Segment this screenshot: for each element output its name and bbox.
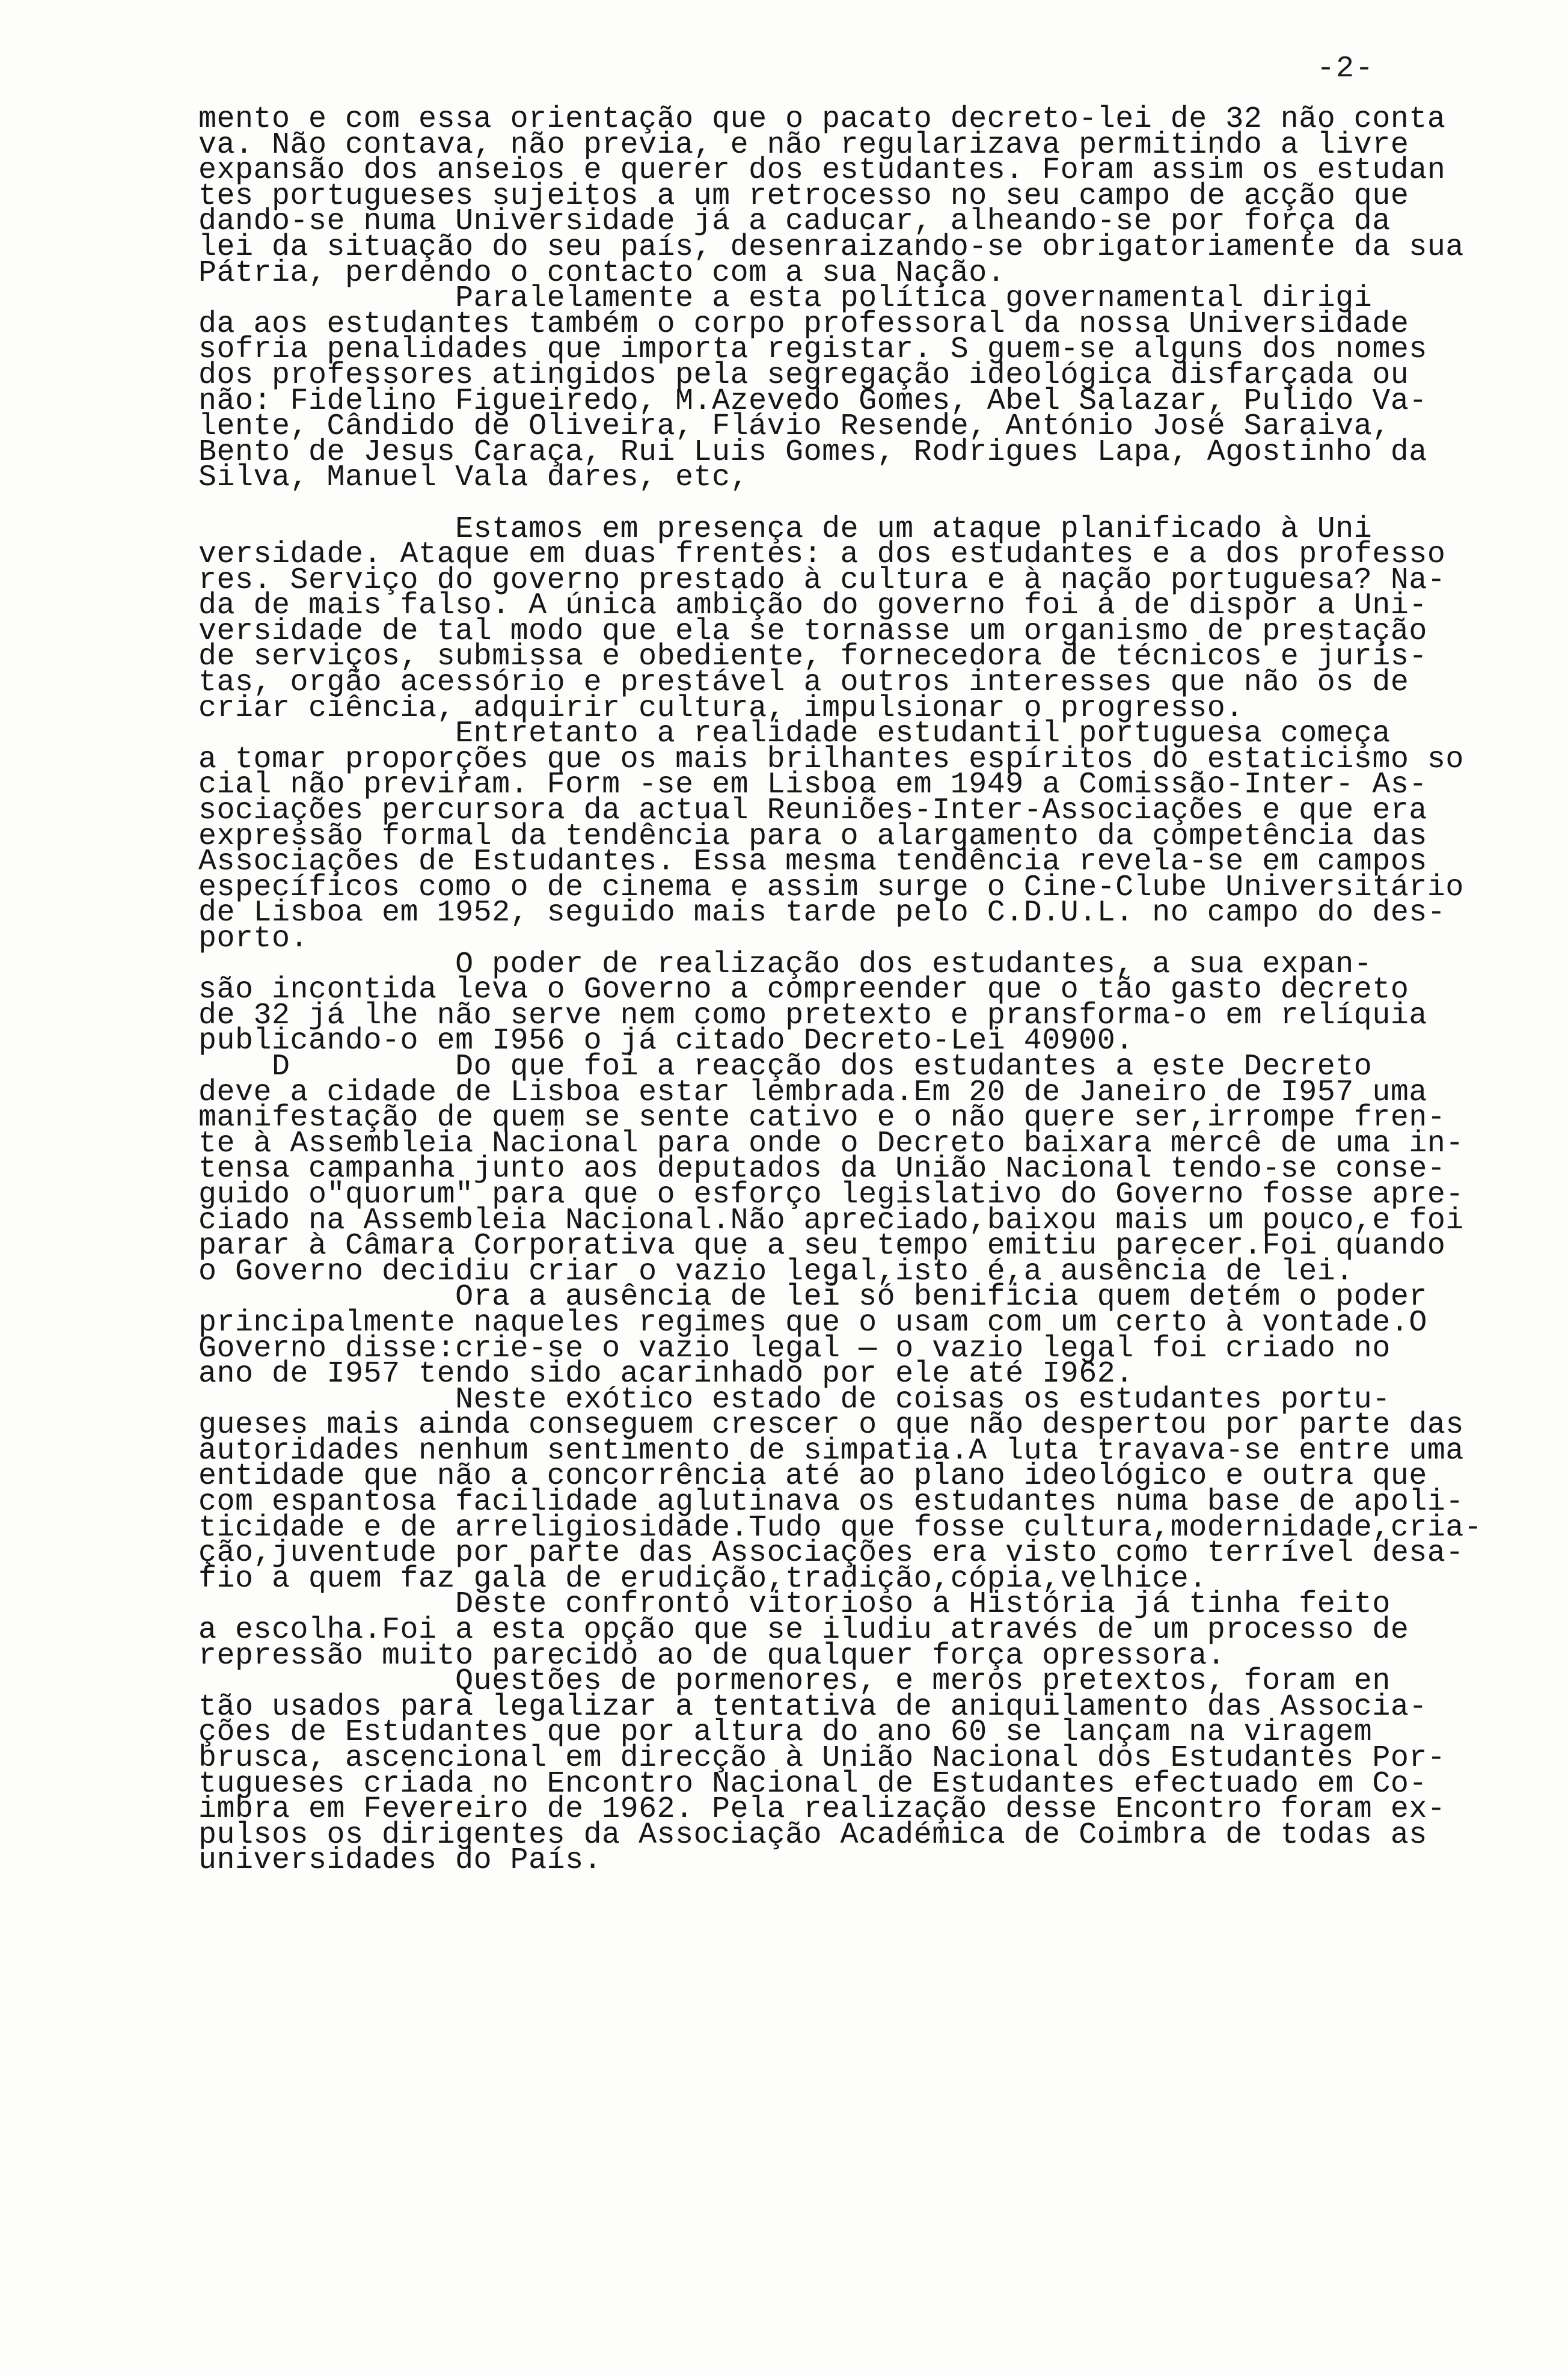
text-line: Ora a ausência de lei só benificia quem detém o poder (198, 1280, 1427, 1315)
text-line: O poder de realização dos estudantes, a sua expan- (198, 947, 1373, 982)
text-line: ticidade e de arreligiosidade.Tudo que fosse cultura,modernidade,cria- (198, 1510, 1483, 1545)
text-line: entidade que não a concorrência até ao plano ideológico e outra que (198, 1459, 1427, 1494)
text-line: va. Não contava, não previa, e não regularizava permitindo a livre (198, 127, 1409, 162)
text-line: lente, Cândido de Oliveira, Flávio Resende, António José Saraiva, (198, 409, 1391, 444)
text-line: te à Assembleia Nacional para onde o Decreto baixara mercê de uma in- (198, 1126, 1464, 1161)
text-line: expansão dos anseios e querer dos estudantes. Foram assim os estudan (198, 153, 1446, 188)
text-line: brusca, ascencional em direcção à União Nacional dos Estudantes Por- (198, 1741, 1446, 1775)
text-line: dos professores atingidos pela segregação ideológica disfarçada ou (198, 358, 1409, 393)
text-line: cial não previram. Form -se em Lisboa em 1949 a Comissão-Inter- As- (198, 768, 1427, 803)
text-line: sofria penalidades que importa registar. S guem-se alguns dos nomes (198, 332, 1427, 367)
text-line: não: Fidelino Figueiredo, M.Azevedo Gomes, Abel Salazar, Pulido Va- (198, 384, 1427, 418)
text-line: ano de I957 tendo sido acarinhado por ele até I962. (198, 1357, 1134, 1392)
text-line: repressão muito parecido ao de qualquer força opressora. (198, 1638, 1226, 1673)
text-line: deve a cidade de Lisboa estar lembrada.Em 20 de Janeiro de I957 uma (198, 1075, 1427, 1110)
text-line: Estamos em presença de um ataque planificado à Uni (198, 512, 1373, 547)
text-line: a tomar proporções que os mais brilhantes espíritos do estaticismo so (198, 742, 1464, 777)
text-line: manifestação de quem se sente cativo e o não quere ser,irrompe fren- (198, 1101, 1446, 1136)
text-line: específicos como o de cinema e assim surge o Cine-Clube Universitário (198, 870, 1464, 905)
text-line: dando-se numa Universidade já a caducar, alheando-se por força da (198, 204, 1391, 239)
text-line: o Governo decidiu criar o vazio legal,isto é,a ausência de lei. (198, 1254, 1354, 1289)
text-line: tugueses criada no Encontro Nacional de Estudantes efectuado em Co- (198, 1766, 1427, 1801)
text-line: Silva, Manuel Vala dares, etc, (198, 461, 749, 495)
text-line: ções de Estudantes que por altura do ano 60 se lançam na viragem (198, 1715, 1373, 1750)
text-line: lei da situação do seu país, desenraizando-se obrigatoriamente da sua (198, 230, 1464, 265)
text-line: D Do que foi a reacção dos estudantes a este Decreto (198, 1049, 1373, 1084)
page-number: -2- (1317, 52, 1375, 86)
text-line: de Lisboa em 1952, seguido mais tarde pelo C.D.U.L. no campo do des- (198, 896, 1446, 931)
text-line: Associações de Estudantes. Essa mesma tendência revela-se em campos (198, 845, 1427, 880)
text-line: tas, orgão acessório e prestável a outros interesses que não os de (198, 666, 1409, 700)
text-line: de 32 já lhe não serve nem como pretexto e pransforma-o em relíquia (198, 998, 1427, 1033)
text-line: universidades do País. (198, 1843, 602, 1878)
text-line: de serviços, submissa e obediente, fornecedora de técnicos e juris- (198, 640, 1427, 675)
text-line: sociações percursora da actual Reuniões-Inter-Associações e que era (198, 794, 1427, 828)
text-line: publicando-o em I956 o já citado Decreto-Lei 40900. (198, 1024, 1134, 1059)
text-line: criar ciência, adquirir cultura, impulsionar o progresso. (198, 691, 1244, 726)
text-line: tão usados para legalizar a tentativa de aniquilamento das Associa- (198, 1689, 1427, 1724)
text-line: da de mais falso. A única ambição do governo foi a de dispor a Uni- (198, 589, 1427, 623)
text-line: expressão formal da tendência para o alargamento da competência das (198, 819, 1427, 854)
text-line: ciado na Assembleia Nacional.Não apreciado,baixou mais um pouco,e foi (198, 1203, 1464, 1238)
text-line: a escolha.Foi a esta opção que se iludiu através de um processo de (198, 1613, 1409, 1648)
text-line: mento e com essa orientação que o pacato decreto-lei de 32 não conta (198, 102, 1446, 136)
text-line: tensa campanha junto aos deputados da União Nacional tendo-se conse- (198, 1152, 1446, 1187)
text-line: Pátria, perdendo o contacto com a sua Nação. (198, 256, 1006, 290)
text-line: versidade de tal modo que ela se tornasse um organismo de prestação (198, 614, 1427, 649)
text-line: com espantosa facilidade aglutinava os estudantes numa base de apoli- (198, 1485, 1464, 1520)
text-line: ção,juventude por parte das Associações era visto como terrível desa- (198, 1536, 1464, 1571)
text-line: são incontida leva o Governo a compreender que o tão gasto decreto (198, 973, 1409, 1008)
text-line: tes portugueses sujeitos a um retrocesso no seu campo de acção que (198, 179, 1409, 213)
text-line: porto. (198, 922, 309, 956)
text-line: pulsos os dirigentes da Associação Académica de Coimbra de todas as (198, 1817, 1427, 1852)
typewritten-text-body (198, 102, 1483, 1878)
text-line: Entretanto a realidade estudantil portuguesa começa (198, 717, 1391, 752)
text-line: parar à Câmara Corporativa que a seu tempo emitiu parecer.Foi quando (198, 1229, 1446, 1264)
text-line: gueses mais ainda conseguem crescer o que não despertou por parte das (198, 1408, 1464, 1443)
text-line: Deste confronto vitorioso a História já tinha feito (198, 1587, 1391, 1622)
text-line: versidade. Ataque em duas frentes: a dos estudantes e a dos professo (198, 537, 1446, 572)
text-line: autoridades nenhum sentimento de simpatia.A luta travava-se entre uma (198, 1433, 1464, 1468)
text-line: da aos estudantes também o corpo professoral da nossa Universidade (198, 307, 1409, 341)
text-line: imbra em Fevereiro de 1962. Pela realização desse Encontro foram ex- (198, 1792, 1446, 1827)
text-line: fio a quem faz gala de erudição,tradição,cópia,velhice. (198, 1561, 1207, 1596)
text-line: Governo disse:crie-se o vazio legal — o vazio legal foi criado no (198, 1331, 1391, 1366)
text-line: principalmente naqueles regimes que o usam com um certo à vontade.O (198, 1305, 1427, 1340)
text-line: Neste exótico estado de coisas os estudantes portu- (198, 1382, 1391, 1417)
text-line: res. Serviço do governo prestado à cultura e à nação portuguesa? Na- (198, 563, 1446, 598)
text-line: Questões de pormenores, e meros pretextos, foram en (198, 1664, 1391, 1699)
text-line: guido o"quorum" para que o esforço legislativo do Governo fosse apre- (198, 1177, 1464, 1212)
text-line: Paralelamente a esta política governamental dirigi (198, 281, 1373, 316)
text-line: Bento de Jesus Caraça, Rui Luis Gomes, Rodrigues Lapa, Agostinho da (198, 435, 1427, 470)
